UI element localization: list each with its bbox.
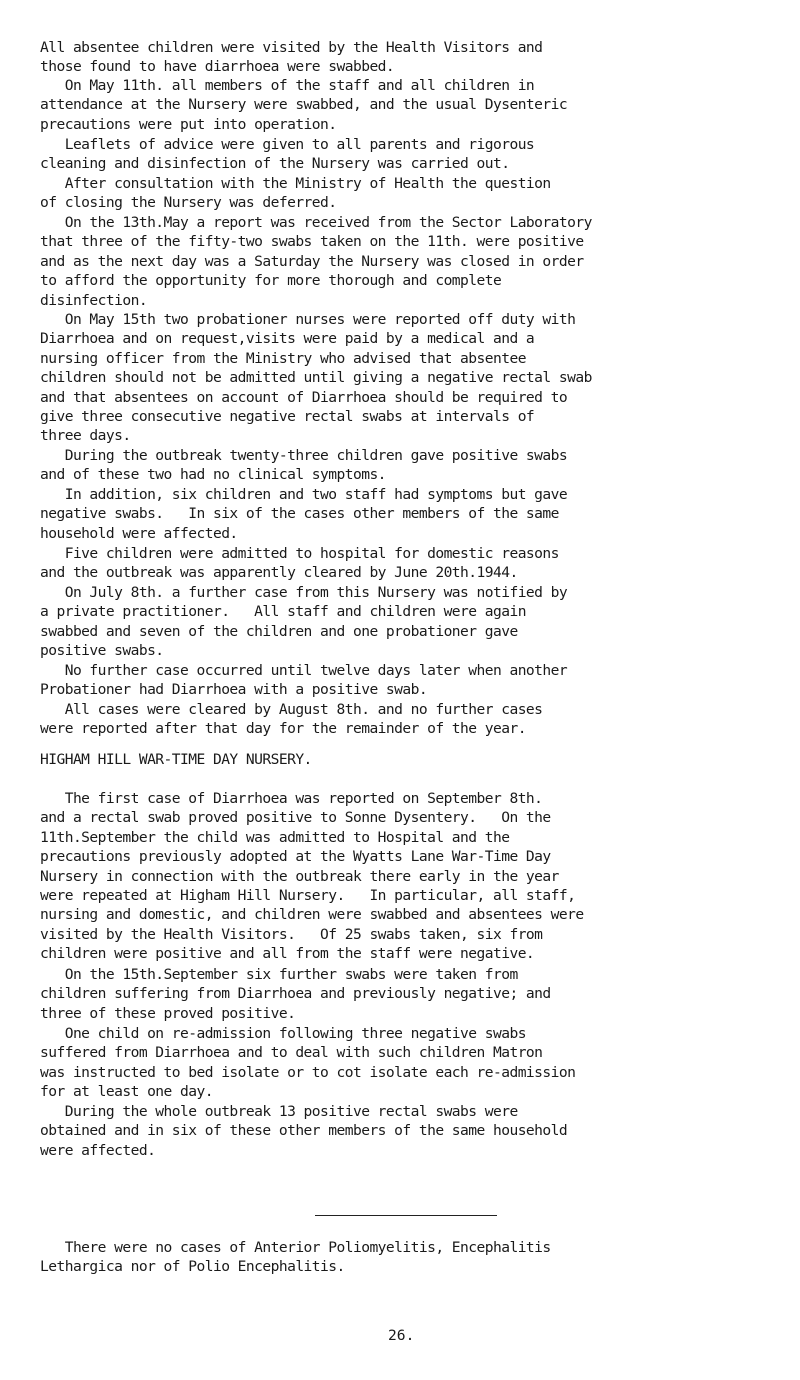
paragraph-consultation: After consultation with the Ministry of Health the question of closing the Nursery was deferred.	[40, 175, 551, 212]
paragraph-july-8: On July 8th. a further case from this Nursery was notified by a private practitioner. All staff and children were again swabbed and seven of the children and one probationer gave positive swabs.	[40, 584, 568, 660]
paragraph-poliomyelitis-note: There were no cases of Anterior Poliomyelitis, Encephalitis Lethargica nor of Polio Encephalitis.	[40, 1239, 551, 1276]
paragraph-hospital-admissions: Five children were admitted to hospital for domestic reasons and the outbreak was apparently cleared by June 20th.1944.	[40, 545, 559, 582]
paragraph-absentee-visits: All absentee children were visited by the Health Visitors and those found to have diarrhoea were swabbed.	[40, 39, 543, 76]
paragraph-september-15: On the 15th.September six further swabs were taken from children suffering from Diarrhoea and previously negative; and three of these proved positive.	[40, 966, 551, 1022]
paragraph-may-13: On the 13th.May a report was received from the Sector Laboratory that three of the fifty-two swabs taken on the 11th. were positive and as the next day was a Saturday the Nursery was closed in order to afford the opportunity for more thorough and complete disinfection.	[40, 214, 592, 309]
paragraph-additional-cases: In addition, six children and two staff had symptoms but gave negative swabs. In six of the cases other members of the same household were affected.	[40, 486, 568, 542]
page-number: 26.	[388, 1327, 415, 1344]
paragraph-readmission: One child on re-admission following three negative swabs suffered from Diarrhoea and to deal with such children Matron was instructed to bed isolate or to cot isolate each re-admission for at least one day.	[40, 1025, 576, 1101]
paragraph-whole-outbreak: During the whole outbreak 13 positive rectal swabs were obtained and in six of these other members of the same household were affected.	[40, 1103, 568, 1159]
paragraph-may-15: On May 15th two probationer nurses were reported off duty with Diarrhoea and on request,visits were paid by a medical and a nursing officer from the Ministry who advised that absentee children should not be admitted until giving a negative rectal swab and that absentees on account of Diarrhoea should be required to give three consecutive negative rectal swabs at intervals of three days.	[40, 311, 592, 445]
section-heading-higham-hill: HIGHAM HILL WAR-TIME DAY NURSERY.	[40, 751, 312, 768]
paragraph-outbreak-count: During the outbreak twenty-three children gave positive swabs and of these two had no clinical symptoms.	[40, 447, 568, 484]
paragraph-leaflets: Leaflets of advice were given to all parents and rigorous cleaning and disinfection of the Nursery was carried out.	[40, 136, 535, 173]
paragraph-first-case: The first case of Diarrhoea was reported on September 8th. and a rectal swab proved positive to Sonne Dysentery. On the 11th.September the child was admitted to Hospital and the precautions previously adopted at the Wyatts Lane War-Time Day Nursery in connection with the outbreak there early in the year were repeated at Higham Hill Nursery. In particular, all staff, nursing and domestic, and children were swabbed and absentees were visited by the Health Visitors. Of 25 swabs taken, six from children were positive and all from the staff were negative.	[40, 790, 584, 963]
paragraph-cleared: All cases were cleared by August 8th. and no further cases were reported after that day for the remainder of the year.	[40, 701, 543, 738]
section-divider	[315, 1215, 497, 1216]
paragraph-may-11: On May 11th. all members of the staff and all children in attendance at the Nursery were swabbed, and the usual Dysenteric precautions were put into operation.	[40, 77, 568, 133]
paragraph-no-further-case: No further case occurred until twelve days later when another Probationer had Diarrhoea with a positive swab.	[40, 662, 568, 699]
